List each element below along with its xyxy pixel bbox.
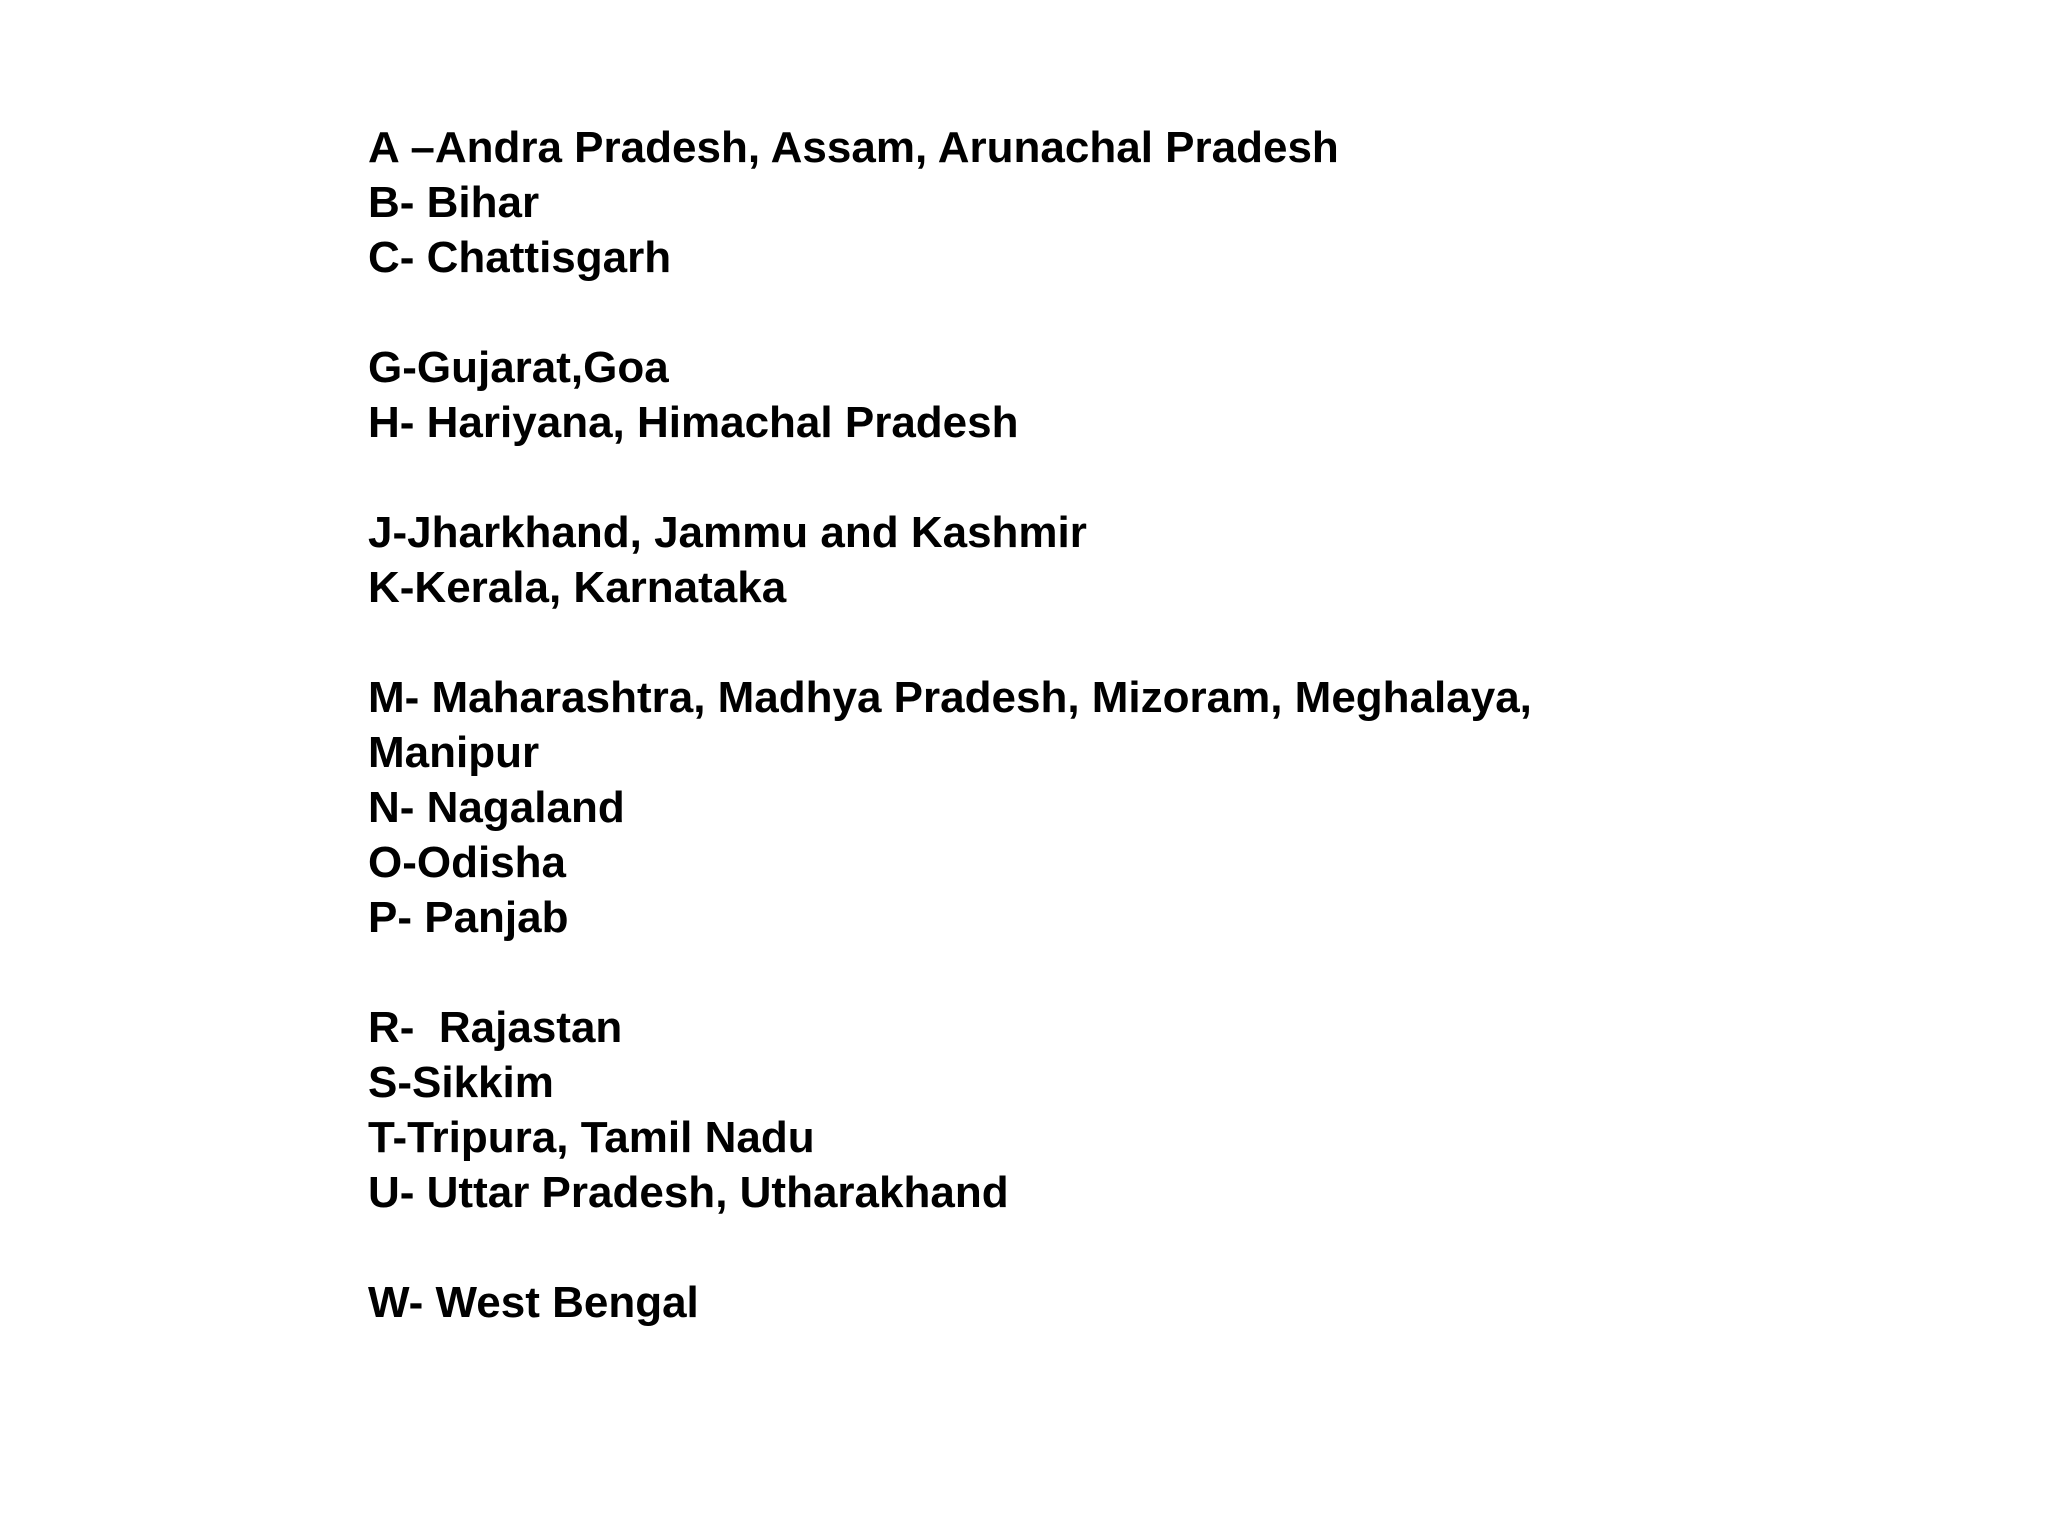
blank-line xyxy=(368,945,2028,1000)
list-line-s: S-Sikkim xyxy=(368,1058,554,1107)
list-line-m: M- Maharashtra, Madhya Pradesh, Mizoram, Meghalaya, xyxy=(368,673,1532,722)
list-line-t: T-Tripura, Tamil Nadu xyxy=(368,1113,815,1162)
blank-line xyxy=(368,450,2028,505)
list-line-r: R- Rajastan xyxy=(368,1003,623,1052)
blank-line xyxy=(368,285,2028,340)
state-initials-list xyxy=(368,120,2028,1330)
blank-line xyxy=(368,615,2028,670)
list-line-k: K-Kerala, Karnataka xyxy=(368,563,787,612)
list-line-m-continued: Manipur xyxy=(368,728,540,777)
list-line-u: U- Uttar Pradesh, Utharakhand xyxy=(368,1168,1009,1217)
list-line-a: A –Andra Pradesh, Assam, Arunachal Pradesh xyxy=(368,123,1339,172)
list-line-o: O-Odisha xyxy=(368,838,567,887)
list-line-p: P- Panjab xyxy=(368,893,569,942)
list-line-w: W- West Bengal xyxy=(368,1278,699,1327)
list-line-h: H- Hariyana, Himachal Pradesh xyxy=(368,398,1019,447)
list-line-n: N- Nagaland xyxy=(368,783,625,832)
list-line-c: C- Chattisgarh xyxy=(368,233,672,282)
list-line-j: J-Jharkhand, Jammu and Kashmir xyxy=(368,508,1087,557)
blank-line xyxy=(368,1220,2028,1275)
list-line-b: B- Bihar xyxy=(368,178,540,227)
list-line-g: G-Gujarat,Goa xyxy=(368,343,669,392)
